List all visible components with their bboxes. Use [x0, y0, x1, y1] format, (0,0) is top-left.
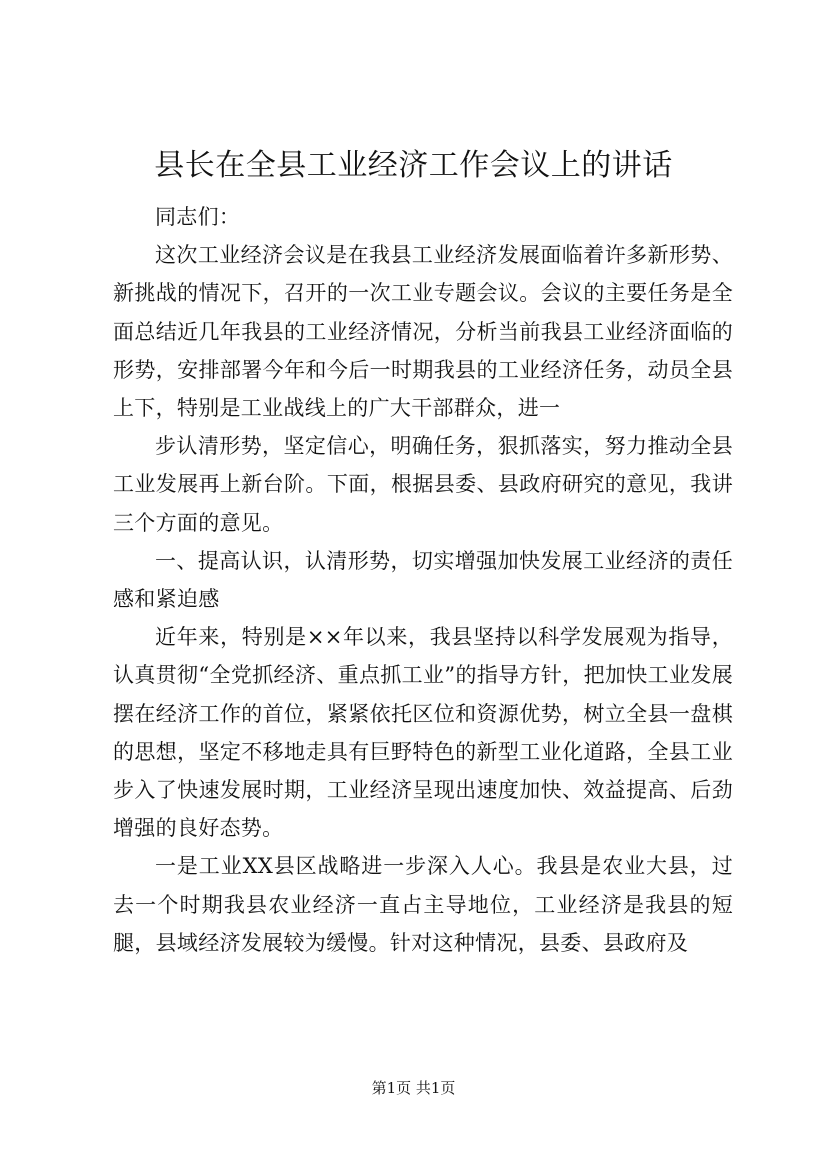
- page-number-footer: 第1页 共1页: [371, 1079, 456, 1097]
- paragraph-4: 一是工业XX县区战略进一步深入人心。我县是农业大县，过去一个时期我县农业经济一直占主导地位，工业经济是我县的短腿，县域经济发展较为缓慢。针对这种情况，县委、县政府及: [113, 854, 733, 955]
- document-body: [113, 198, 733, 962]
- section-heading-1: 一、提高认识，认清形势，切实增强加快发展工业经济的责任感和紧迫感: [113, 548, 733, 612]
- paragraph-2: 步认清形势，坚定信心，明确任务，狠抓落实，努力推动全县工业发展再上新台阶。下面，根据县委、县政府研究的意见，我讲三个方面的意见。: [113, 434, 733, 535]
- paragraph-1: 这次工业经济会议是在我县工业经济发展面临着许多新形势、新挑战的情况下，召开的一次工业专题会议。会议的主要任务是全面总结近几年我县的工业经济情况，分析当前我县工业经济面临的形势，安排部署今年和今后一时期我县的工业经济任务，动员全县上下，特别是工业战线上的广大干部群众，进一: [113, 243, 733, 421]
- paragraph-3: 近年来，特别是××年以来，我县坚持以科学发展观为指导，认真贯彻“全党抓经济、重点抓工业”的指导方针，把加快工业发展摆在经济工作的首位，紧紧依托区位和资源优势，树立全县一盘棋的思想，坚定不移地走具有巨野特色的新型工业化道路，全县工业步入了快速发展时期，工业经济呈现出速度加快、效益提高、后劲增强的良好态势。: [113, 625, 733, 841]
- document-title: 县长在全县工业经济工作会议上的讲话: [154, 148, 673, 183]
- salutation: 同志们：: [155, 205, 241, 229]
